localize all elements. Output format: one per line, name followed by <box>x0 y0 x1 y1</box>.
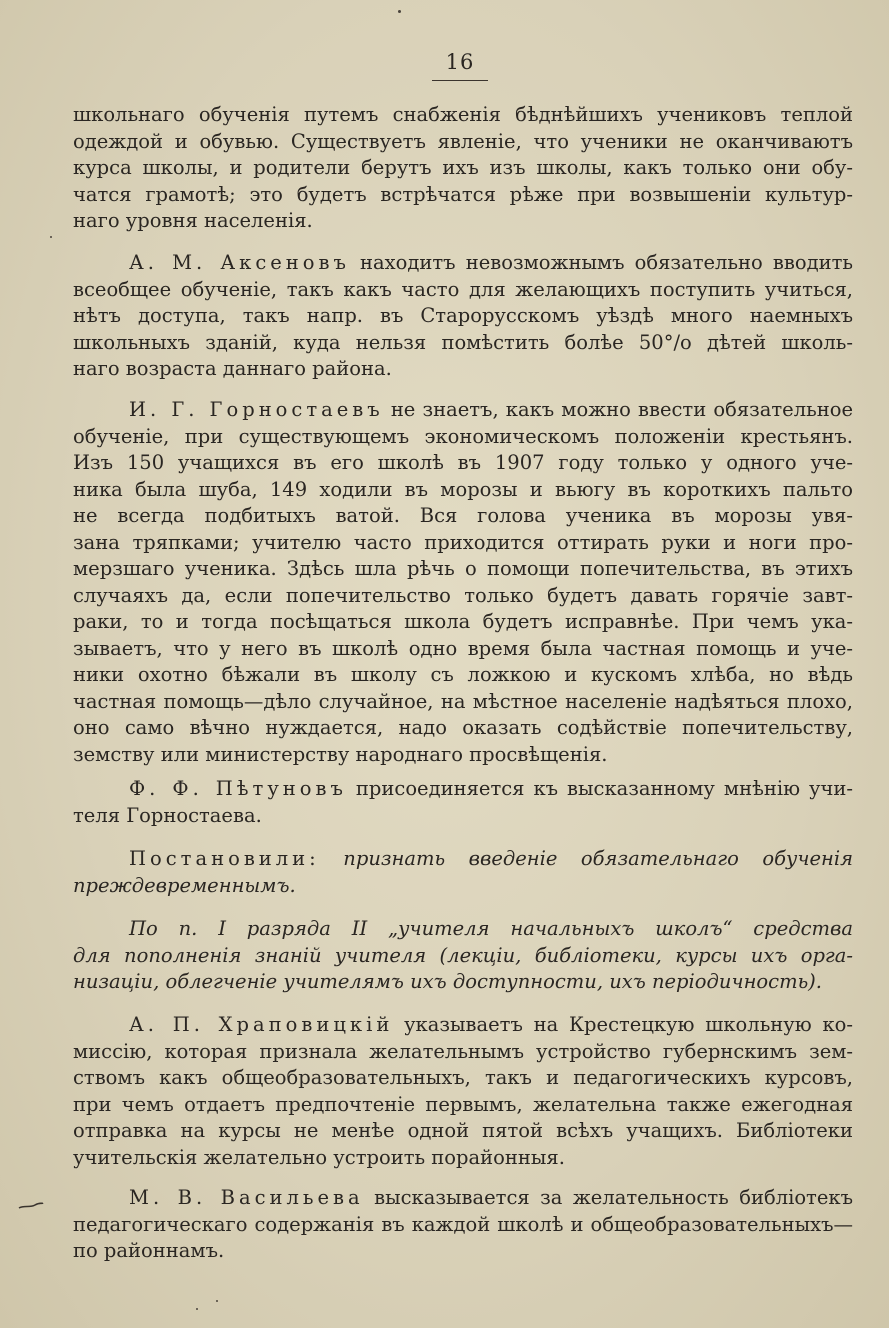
paragraph-resolution <box>73 846 853 899</box>
resolution-label: Постановили: <box>129 847 320 870</box>
paragraph-vasilieva <box>73 1185 853 1265</box>
text-line: ники охотно бѣжали въ школу съ ложкою и кускомъ хлѣба, но вѣдь <box>73 663 853 686</box>
text-line: при чемъ отдаетъ предпочтеніе первымъ, желательна также ежегодная <box>73 1092 853 1116</box>
text-line: зана тряпками; учителю часто приходится оттирать руки и ноги про- <box>73 530 853 554</box>
text-line: школьныхъ зданій, куда нельзя помѣстить болѣе 50°/о дѣтей школь- <box>73 330 853 354</box>
paragraph-gornostaev <box>73 397 853 768</box>
paragraph-aksenov <box>73 250 853 383</box>
text-line-with-speaker <box>73 776 853 803</box>
page-number: 16 <box>445 50 475 74</box>
text-line: случаяхъ да, если попечительство только будетъ давать горячіе завт- <box>73 583 853 607</box>
scan-speck <box>50 236 52 238</box>
text-line-with-speaker <box>73 1185 853 1212</box>
agenda-line: для пополненія знаній учителя (лекціи, библіотеки, курсы ихъ орга- <box>73 943 853 967</box>
scan-speck <box>196 1308 198 1310</box>
text-line: мерзшаго ученика. Здѣсь шла рѣчь о помощи попечительства, въ этихъ <box>73 557 853 580</box>
text-line: нѣтъ доступа, такъ напр. въ Старорусскомъ уѣздѣ много наемныхъ <box>73 304 853 327</box>
text-line: по районнамъ. <box>73 1239 225 1262</box>
text-line: зываетъ, что у него въ школѣ одно время была частная помощь и уче- <box>73 636 853 660</box>
text-fragment: находитъ невозможнымъ обязательно вводить <box>360 251 853 274</box>
text-fragment: не знаетъ, какъ можно ввести обязательное <box>390 398 853 421</box>
page-number-underline <box>432 80 488 81</box>
text-line: раки, то и тогда посѣщаться школа будетъ исправнѣе. При чемъ ука- <box>73 610 853 633</box>
text-line: ника была шуба, 149 ходили въ морозы и вьюгу въ короткихъ пальто <box>73 477 853 501</box>
text-line: наго возраста даннаго района. <box>73 357 392 380</box>
text-fragment: высказывается за желательность библіотекъ <box>374 1186 853 1209</box>
text-line: учительскія желательно устроить порайонныя. <box>73 1145 565 1169</box>
text-line: ствомъ какъ общеобразовательныхъ, такъ и педагогическихъ курсовъ, <box>73 1066 853 1089</box>
pen-mark <box>18 1202 44 1210</box>
text-line-with-speaker <box>73 1012 853 1039</box>
agenda-item-heading <box>73 916 853 996</box>
text-fragment: указываетъ на Крестецкую школьную ко- <box>404 1013 853 1036</box>
speaker-name: А. П. Храповицкій <box>129 1013 394 1036</box>
text-line: Изъ 150 учащихся въ его школѣ въ 1907 году только у одного уче- <box>73 451 853 474</box>
resolution-text: признать введеніе обязательнаго обученія <box>343 847 853 870</box>
text-line: не всегда подбитыхъ ватой. Вся голова ученика въ морозы увя- <box>73 504 853 527</box>
agenda-line: низаціи, облегченіе учителямъ ихъ доступности, ихъ періодичность). <box>73 970 822 993</box>
speaker-name: М. В. Васильева <box>129 1186 364 1209</box>
text-fragment: присоединяется къ высказанному мнѣнію учи- <box>355 777 853 800</box>
text-line: обученіе, при существующемъ экономическомъ положеніи крестьянъ. <box>73 424 853 448</box>
text-line: курса школы, и родители берутъ ихъ изъ школы, какъ только они обу- <box>73 156 853 179</box>
text-line-with-speaker <box>73 250 853 277</box>
paragraph-petunov <box>73 776 853 829</box>
scan-speck <box>398 10 401 13</box>
text-line: наго уровня населенія. <box>73 209 313 232</box>
paragraph-khrapovitsky <box>73 1012 853 1171</box>
text-line: оно само вѣчно нуждается, надо оказать содѣйствіе попечительству, <box>73 716 853 739</box>
text-line-with-speaker <box>73 397 853 424</box>
text-line: педагогическаго содержанія въ каждой школѣ и общеобразовательныхъ— <box>73 1212 853 1236</box>
paragraph-continuation <box>73 102 853 235</box>
text-line: чатся грамотѣ; это будетъ встрѣчатся рѣже при возвышеніи культур- <box>73 182 853 206</box>
text-line-with-speaker <box>73 846 853 873</box>
text-line: школьнаго обученія путемъ снабженія бѣднѣйшихъ учениковъ теплой <box>73 103 853 126</box>
speaker-name: А. М. Аксеновъ <box>129 251 350 274</box>
text-line: миссію, которая признала желательнымъ устройство губернскимъ зем- <box>73 1039 853 1063</box>
text-line: теля Горностаева. <box>73 803 262 827</box>
text-line: одеждой и обувью. Существуетъ явленіе, что ученики не оканчиваютъ <box>73 129 853 153</box>
text-line: отправка на курсы не менѣе одной пятой всѣхъ учащихъ. Библіотеки <box>73 1119 853 1142</box>
text-line: всеобщее обученіе, такъ какъ часто для желающихъ поступить учиться, <box>73 277 853 301</box>
speaker-name: И. Г. Горностаевъ <box>129 398 384 421</box>
text-line: земству или министерству народнаго просвѣщенія. <box>73 742 608 766</box>
agenda-line: По п. I разряда II „учителя начальныхъ школъ“ средства <box>129 917 853 940</box>
text-line: частная помощь—дѣло случайное, на мѣстное населеніе надѣяться плохо, <box>73 689 853 713</box>
speaker-name: Ф. Ф. Пѣтуновъ <box>129 777 347 800</box>
scan-speck <box>216 1300 218 1302</box>
resolution-text-line: преждевременнымъ. <box>73 873 296 897</box>
